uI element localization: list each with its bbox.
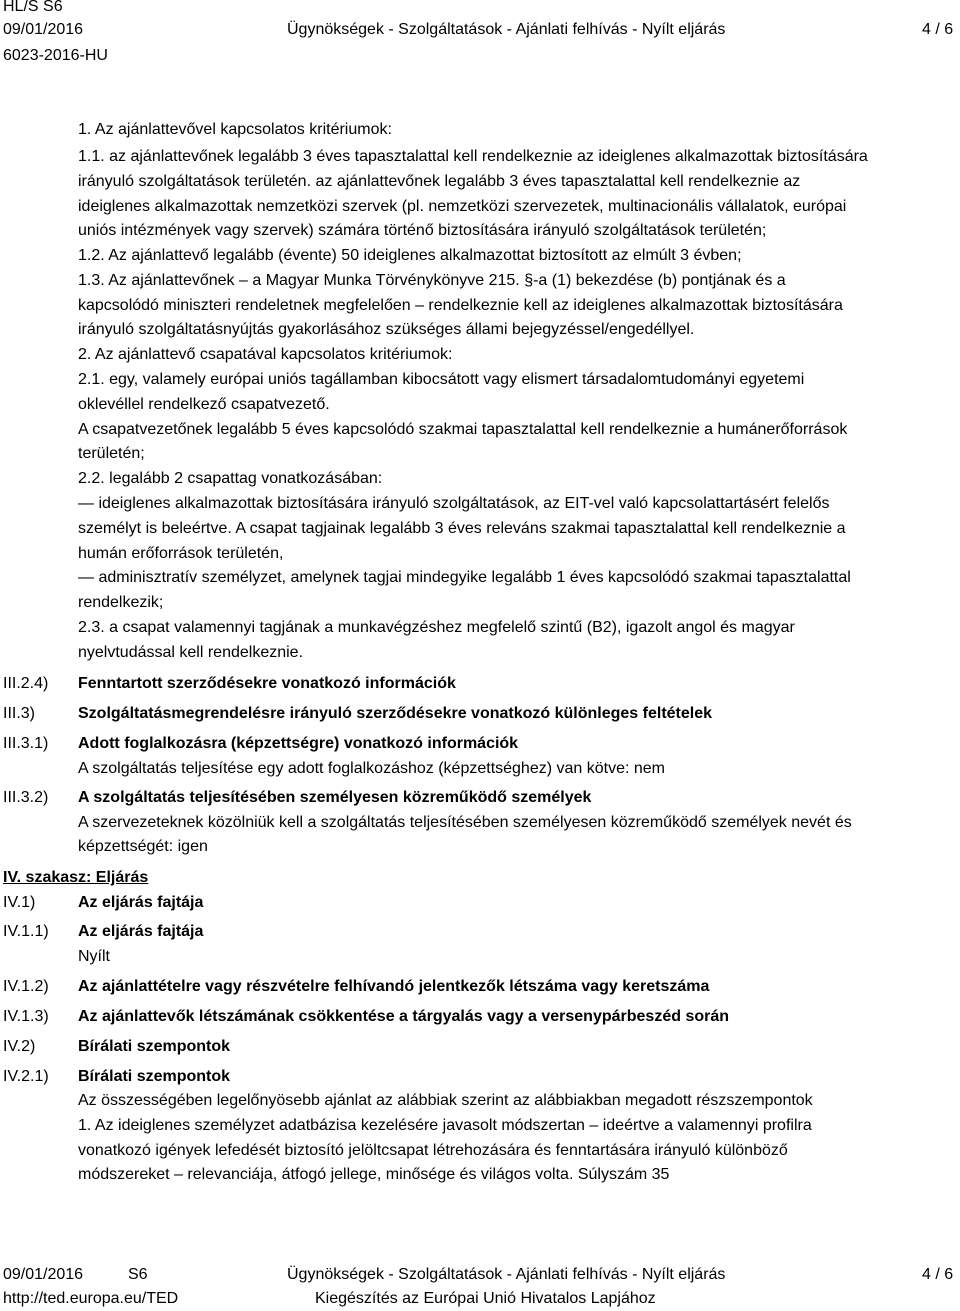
section-number: IV.2.1): [3, 1068, 49, 1085]
header-page-number: 4 / 6: [922, 21, 954, 38]
section-heading: Az ajánlattevők létszámának csökkentése a tárgyalás vagy a versenypárbeszéd során: [78, 1008, 730, 1025]
section-text: módszereket – relevanciája, átfogó jellege, minősége és világos volta. Súlyszám 35: [78, 1166, 670, 1183]
section-number: III.2.4): [3, 675, 49, 692]
section-text: képzettségét: igen: [78, 838, 208, 855]
section-heading: Az eljárás fajtája: [78, 894, 204, 911]
section-heading: Szolgáltatásmegrendelésre irányuló szerződésekre vonatkozó különleges feltételek: [78, 705, 713, 722]
body-line: 1.2. Az ajánlattevő legalább (évente) 50 ideiglenes alkalmazottat biztosított az elmúlt 3 évben;: [78, 247, 742, 264]
footer-series: S6: [128, 1266, 148, 1283]
body-line: ideiglenes alkalmazottak nemzetközi szervek (pl. nemzetközi szervezetek, multinacionális vállalatok, európai: [78, 198, 847, 215]
section-heading: A szolgáltatás teljesítésében személyesen közreműködő személyek: [78, 789, 592, 806]
body-line: oklevéllel rendelkező csapatvezető.: [78, 396, 330, 413]
section-text: 1. Az ideiglenes személyzet adatbázisa kezelésére javasolt módszertan – ideértve a valamennyi profilra: [78, 1117, 812, 1134]
body-line: humán erőforrások területén,: [78, 545, 284, 562]
section-heading: Fenntartott szerződésekre vonatkozó információk: [78, 675, 456, 692]
section-number: IV.2): [3, 1038, 36, 1055]
section-text: Nyílt: [78, 948, 110, 965]
body-line: 2.3. a csapat valamennyi tagjának a munkavégzéshez megfelelő szintű (B2), igazolt angol és magyar: [78, 619, 795, 636]
body-line: rendelkezik;: [78, 594, 164, 611]
body-line: irányuló szolgáltatások területén. az ajánlattevőnek legalább 3 éves tapasztalattal kell rendelkeznie az: [78, 173, 801, 190]
body-line: irányuló szolgáltatásnyújtás gyakorlásához szükséges állami bejegyzéssel/engedéllyel.: [78, 321, 695, 338]
footer-page-number: 4 / 6: [922, 1266, 954, 1283]
header-title: Ügynökségek - Szolgáltatások - Ajánlati felhívás - Nyílt eljárás: [287, 21, 726, 38]
body-line: területén;: [78, 445, 145, 462]
section-number: IV.1.2): [3, 978, 49, 995]
body-line: A csapatvezetőnek legalább 5 éves kapcsolódó szakmai tapasztalattal kell rendelkeznie a humánerőforrások: [78, 421, 848, 438]
body-line: személyt is beleértve. A csapat tagjainak legalább 3 éves releváns szakmai tapasztalattal kell rendelkeznie a: [78, 520, 846, 537]
body-line: kapcsolódó miniszteri rendeletnek megfelelően – rendelkeznie kell az ideiglenes alkalmazottak biztosítására: [78, 297, 843, 314]
section-heading: Bírálati szempontok: [78, 1038, 231, 1055]
footer-date: 09/01/2016: [3, 1266, 84, 1283]
part-heading: IV. szakasz: Eljárás: [3, 869, 149, 886]
section-number: III.3.2): [3, 789, 49, 806]
section-number: IV.1.3): [3, 1008, 49, 1025]
body-line: — ideiglenes alkalmazottak biztosítására irányuló szolgáltatások, az EIT-vel való kapcsolattartásért felelős: [78, 495, 830, 512]
body-line: 1. Az ajánlattevővel kapcsolatos kritériumok:: [78, 121, 392, 138]
body-line: 2.2. legalább 2 csapattag vonatkozásában:: [78, 470, 383, 487]
body-line: 1.1. az ajánlattevőnek legalább 3 éves tapasztalattal kell rendelkeznie az ideiglenes alkalmazottak biztosítására: [78, 148, 868, 165]
body-line: 2. Az ajánlattevő csapatával kapcsolatos kritériumok:: [78, 346, 453, 363]
section-number: III.3.1): [3, 735, 49, 752]
section-text: A szervezeteknek közölniük kell a szolgáltatás teljesítésében személyesen közreműködő személyek nevét és: [78, 814, 852, 831]
section-text: A szolgáltatás teljesítése egy adott foglalkozáshoz (képzettséghez) van kötve: nem: [78, 760, 665, 777]
body-line: 1.3. Az ajánlattevőnek – a Magyar Munka Törvénykönyve 215. §-a (1) bekezdése (b) pontjának és a: [78, 272, 786, 289]
section-text: Az összességében legelőnyösebb ajánlat az alábbiak szerint az alábbiakban megadott részszempontok: [78, 1092, 813, 1109]
section-number: IV.1): [3, 894, 36, 911]
footer-supplement: Kiegészítés az Európai Unió Hivatalos Lapjához: [315, 1290, 656, 1307]
section-number: IV.1.1): [3, 923, 49, 940]
body-line: nyelvtudással kell rendelkeznie.: [78, 644, 304, 661]
section-heading: Az eljárás fajtája: [78, 923, 204, 940]
body-line: — adminisztratív személyzet, amelynek tagjai mindegyike legalább 1 éves kapcsolódó szakmai tapasztalattal: [78, 569, 851, 586]
section-heading: Az ajánlattételre vagy részvételre felhívandó jelentkezők létszáma vagy keretszáma: [78, 978, 710, 995]
body-line: uniós intézmények vagy szervek) számára történő biztosítására irányuló szolgáltatások területén;: [78, 222, 767, 239]
footer-title: Ügynökségek - Szolgáltatások - Ajánlati felhívás - Nyílt eljárás: [287, 1266, 726, 1283]
section-number: III.3): [3, 705, 36, 722]
footer-url[interactable]: http://ted.europa.eu/TED: [3, 1290, 179, 1307]
header-date: 09/01/2016: [3, 21, 84, 38]
section-heading: Bírálati szempontok: [78, 1068, 231, 1085]
section-heading: Adott foglalkozásra (képzettségre) vonatkozó információk: [78, 735, 519, 752]
header-journal-id: HL/S S6: [3, 0, 63, 15]
section-text: vonatkozó igények lefedését biztosító jelöltcsapat létrehozására és fenntartására irányuló különböző: [78, 1142, 788, 1159]
header-notice-number: 6023-2016-HU: [3, 47, 108, 64]
body-line: 2.1. egy, valamely európai uniós tagállamban kibocsátott vagy elismert társadalomtudományi egyetemi: [78, 371, 805, 388]
